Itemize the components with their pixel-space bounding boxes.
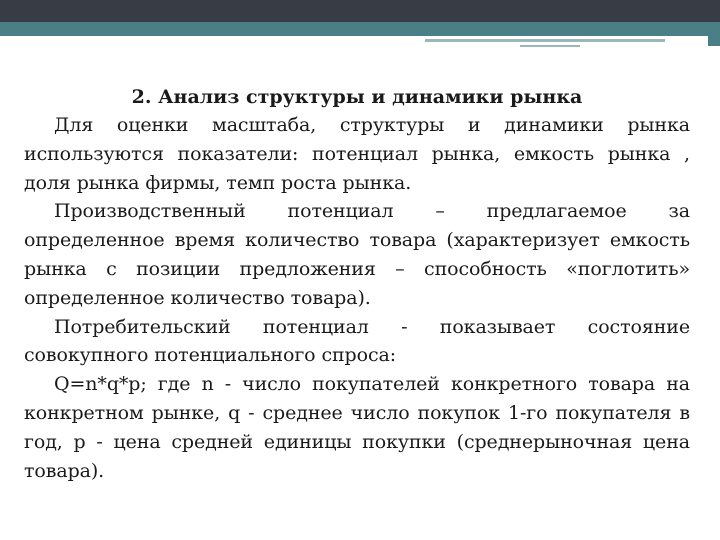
header-corner-block bbox=[708, 36, 720, 46]
header-teal-band bbox=[0, 22, 720, 36]
slide-content bbox=[24, 84, 690, 485]
header-accent-line bbox=[425, 39, 665, 42]
paragraph-formula: Q=n*q*p; где n - число покупателей конкретного товара на конкретном рынке, q - среднее число покупок 1-го покупателя в год, p - цена средней единицы покупки (среднерыночная цена товара). bbox=[24, 373, 690, 482]
paragraph-production-potential: Производственный потенциал – предлагаемое за определенное время количество товара (характеризует емкость рынка с позиции предложения – способность «поглотить» определенное количество товара). bbox=[24, 200, 690, 309]
slide-title: 2. Анализ структуры и динамики рынка bbox=[131, 86, 583, 108]
header-accent-line-short bbox=[520, 45, 580, 47]
paragraph-consumer-potential: Потребительский потенциал - показывает состояние совокупного потенциального спроса: bbox=[24, 315, 690, 367]
paragraph-indicators: Для оценки масштаба, структуры и динамики рынка используются показатели: потенциал рынка, емкость рынка , доля рынка фирмы, темп роста рынка. bbox=[24, 114, 690, 194]
header-dark-band bbox=[0, 0, 720, 22]
